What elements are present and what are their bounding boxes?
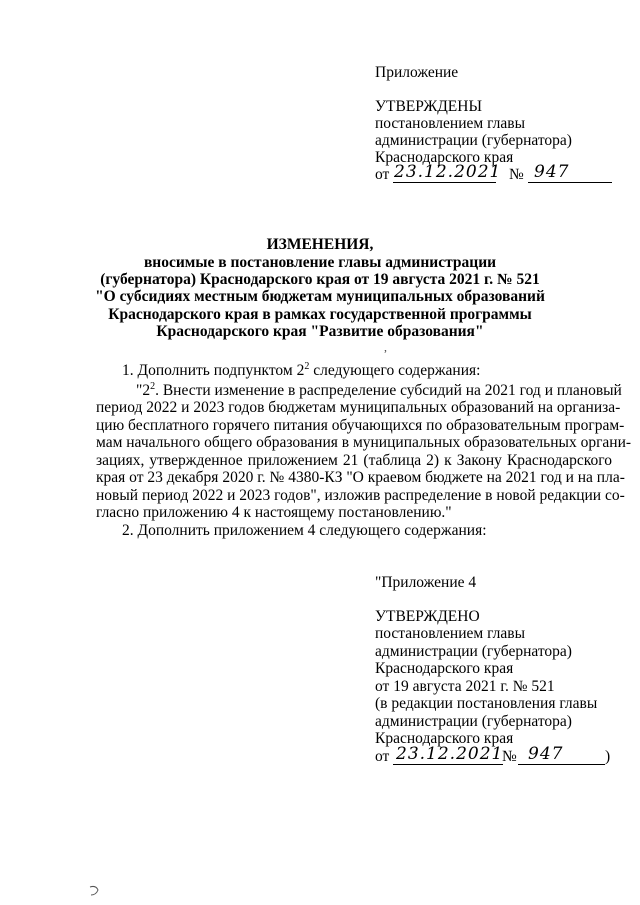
approved-line: Краснодарского края xyxy=(375,149,514,166)
handwritten-number: 947 xyxy=(528,744,564,764)
closing-paren: ) xyxy=(605,748,611,765)
approved-line: от 19 августа 2021 г. № 521 xyxy=(375,678,555,695)
number-underline xyxy=(518,764,605,765)
date-underline xyxy=(393,182,496,183)
paragraph-line: гласно приложению 4 к настоящему постановлению." xyxy=(96,504,452,521)
title-line: "О субсидиях местным бюджетам муниципальных образований xyxy=(95,288,545,305)
approved-line: (в редакции постановления главы xyxy=(375,695,598,712)
appendix-label: Приложение xyxy=(375,64,459,81)
paragraph-line: цию бесплатного горячего питания обучающихся по образовательным програм- xyxy=(96,417,625,434)
date-prefix: от xyxy=(375,748,390,765)
title-line: (губернатора) Краснодарского края от 19 августа 2021 г. № 521 xyxy=(100,271,540,288)
paragraph-line: новый период 2022 и 2023 годов", изложив распределение в новой редакции со- xyxy=(96,487,625,504)
approved-line: Краснодарского края xyxy=(375,660,514,677)
approved-line: администрации (губернатора) xyxy=(375,713,572,730)
handwritten-date: 23.12.2021 xyxy=(396,744,504,764)
paragraph-line: "$2^2$. Внести изменение в распределение субсидий на 2021 год и плановый xyxy=(136,381,622,399)
date-prefix: от xyxy=(375,166,390,183)
paragraph-line: края от 23 декабря 2020 г. № 4380-КЗ "О краевом бюджете на 2021 год и на пла- xyxy=(96,469,625,486)
number-underline xyxy=(528,182,612,183)
number-sign: № xyxy=(502,748,517,765)
handwritten-date: 23.12.2021 xyxy=(394,162,502,182)
approved-heading: УТВЕРЖДЕНЫ xyxy=(375,98,482,115)
title-line: Краснодарского края в рамках государственной программы xyxy=(108,306,532,323)
approved-line: администрации (губернатора) xyxy=(375,643,572,660)
paragraph-line: зациях, утвержденное приложением 21 (таблица 2) к Закону Краснодарского xyxy=(96,452,612,469)
approved-line: Краснодарского края xyxy=(375,730,514,747)
title-line: Краснодарского края "Развитие образования" xyxy=(156,323,484,340)
date-underline xyxy=(393,764,503,765)
item-2: 2. Дополнить приложением 4 следующего содержания: xyxy=(122,522,487,539)
number-sign: № xyxy=(509,166,524,183)
paragraph-line: мам начального общего образования в муниципальных образовательных органи- xyxy=(96,434,632,451)
approved-heading: УТВЕРЖДЕНО xyxy=(375,608,480,625)
document-heading: ИЗМЕНЕНИЯ, xyxy=(266,236,374,253)
paragraph-line: период 2022 и 2023 годов бюджетам муниципальных образований на организа- xyxy=(96,399,621,416)
scan-mark: , xyxy=(384,340,387,354)
title-line: вносимые в постановление главы администрации xyxy=(143,254,497,271)
approved-line: постановлением главы xyxy=(375,115,525,132)
handwritten-number: 947 xyxy=(534,162,570,182)
scan-artifact-icon xyxy=(88,884,104,898)
approved-line: администрации (губернатора) xyxy=(375,132,572,149)
item-1: 1. Дополнить подпунктом $2^2$ следующего содержания: xyxy=(122,361,481,379)
approved-line: постановлением главы xyxy=(375,625,525,642)
appendix4-label: "Приложение 4 xyxy=(375,574,477,591)
